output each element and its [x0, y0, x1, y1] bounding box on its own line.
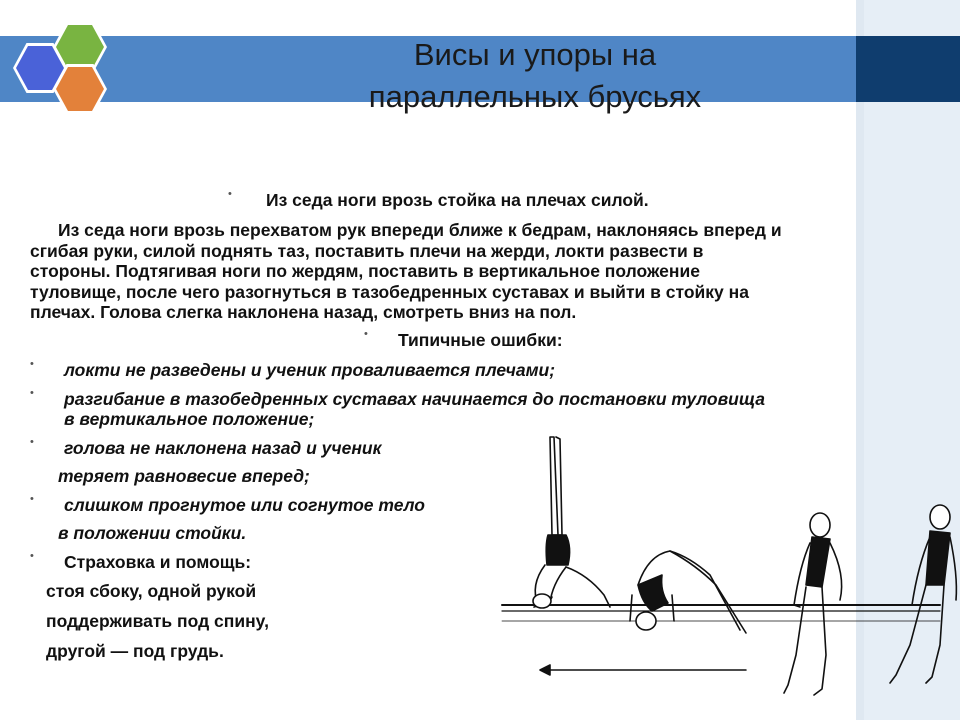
description-line: стороны. Подтягивая ноги по жердям, поставить в вертикальное положение — [30, 261, 700, 281]
error-item: локти не разведены и ученик проваливается плечами; — [64, 360, 556, 380]
bullet-icon: • — [228, 188, 232, 200]
bullet-icon: • — [30, 436, 34, 448]
figure-standing-2 — [890, 505, 956, 683]
bullet-icon: • — [30, 358, 34, 370]
gymnastics-illustration — [500, 425, 960, 720]
heading-errors: Типичные ошибки: — [398, 330, 563, 350]
help-line: другой — под грудь. — [46, 641, 224, 661]
error-item: слишком прогнутое или согнутое тело — [64, 495, 425, 515]
title-bar-accent — [856, 36, 960, 102]
error-item-cont: в положении стойки. — [58, 523, 247, 543]
exercise-description — [30, 220, 930, 323]
title-line-2: параллельных брусьях — [368, 79, 702, 114]
error-item-cont: в вертикальное положение; — [64, 409, 315, 429]
heading-help: Страховка и помощь: — [64, 552, 252, 572]
heading-exercise: Из седа ноги врозь стойка на плечах силой. — [266, 190, 649, 210]
slide-title — [300, 34, 770, 118]
description-line: плечах. Голова слегка наклонена назад, смотреть вниз на пол. — [30, 302, 577, 322]
error-item: разгибание в тазобедренных суставах начинается до постановки туловища — [64, 389, 765, 409]
figure-shoulder-stand — [533, 437, 610, 608]
bullet-icon: • — [30, 493, 34, 505]
error-item-cont: теряет равновесие вперед; — [58, 466, 310, 486]
description-line: сгибая руки, силой поднять таз, поставить плечи на жерди, локти развести в — [30, 240, 704, 261]
bullet-icon: • — [30, 387, 34, 399]
help-line: стоя сбоку, одной рукой — [46, 581, 257, 601]
description-line: Из седа ноги врозь перехватом рук впереди ближе к бедрам, наклоняясь вперед и — [58, 220, 782, 240]
error-item: голова не наклонена назад и ученик — [64, 438, 382, 458]
description-line: туловище, после чего разогнуться в тазобедренных суставах и выйти в стойку на — [30, 281, 749, 302]
help-line: поддерживать под спину, — [46, 611, 269, 631]
bullet-icon: • — [30, 550, 34, 562]
title-line-1: Висы и упоры на — [413, 37, 657, 72]
bullet-icon: • — [364, 328, 368, 340]
